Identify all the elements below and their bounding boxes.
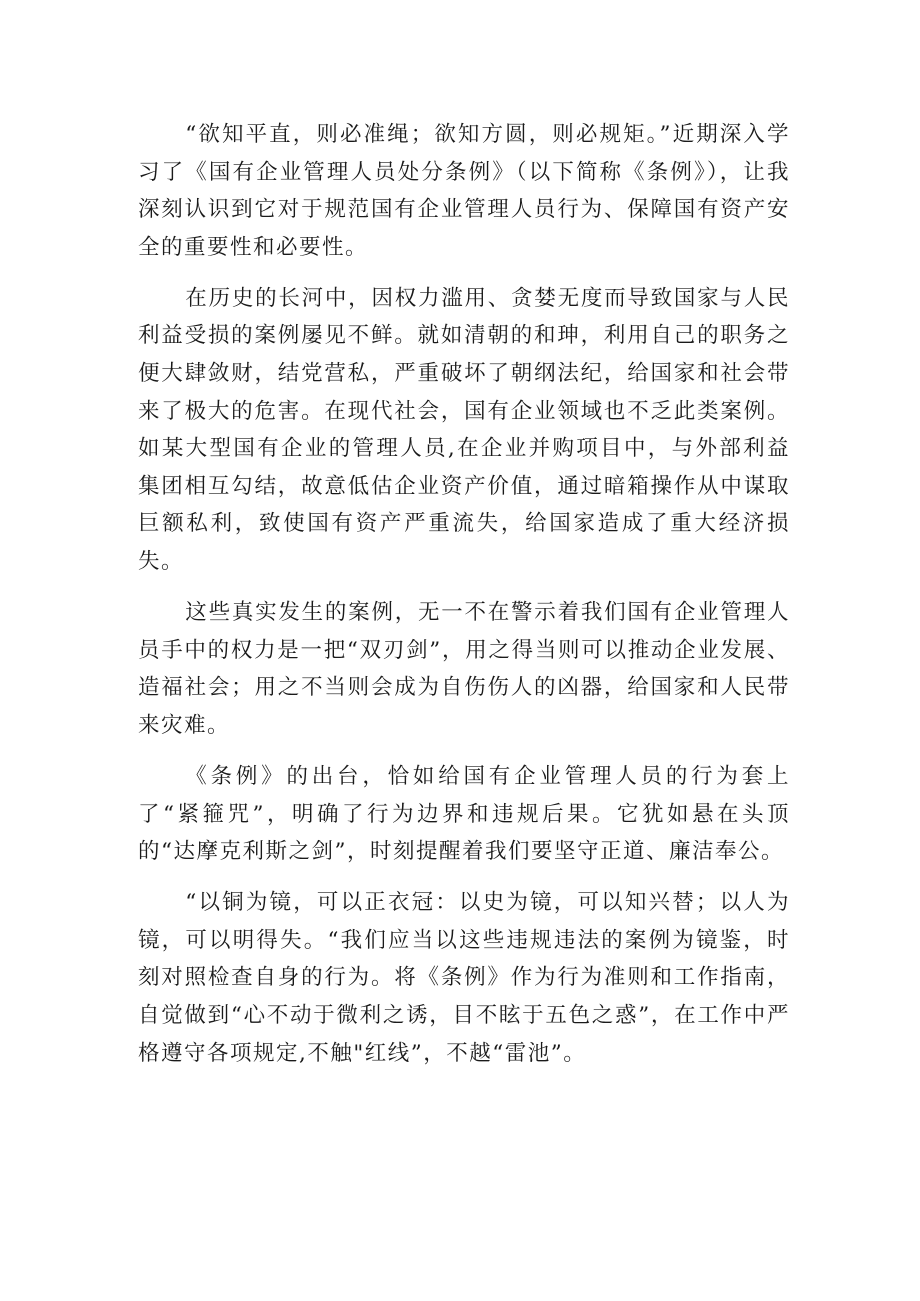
paragraph-history: 在历史的长河中，因权力滥用、贪婪无度而导致国家与人民利益受损的案例屡见不鲜。就如清朝的和珅，利用自己的职务之便大肆敛财，结党营私，严重破坏了朝纲法纪，给国家和社会带来了极大的危害。在现代社会，国有企业领域也不乏此类案例。如某大型国有企业的管理人员,在企业并购项目中，与外部利益集团相互勾结，故意低估企业资产价值，通过暗箱操作从中谋取巨额私利，致使国有资产严重流失，给国家造成了重大经济损失。 (138, 285, 790, 575)
paragraph-conclusion: “以铜为镜，可以正衣冠：以史为镜，可以知兴替；以人为镜，可以明得失。“我们应当以这些违规违法的案例为镜鉴，时刻对照检查自身的行为。将《条例》作为行为准则和工作指南，自觉做到“心不动于微利之诱，目不眩于五色之惑”，在工作中严格遵守各项规定,不触"红线”，不越“雷池”。 (138, 890, 790, 1066)
paragraph-regulation: 《条例》的出台，恰如给国有企业管理人员的行为套上了“紧箍咒”，明确了行为边界和违规后果。它犹如悬在头顶的“达摩克利斯之剑”，时刻提醒着我们要坚守正道、廉洁奉公。 (138, 764, 790, 865)
paragraph-intro: “欲知平直，则必准绳；欲知方圆，则必规矩。”近期深入学习了《国有企业管理人员处分条例》（以下简称《条例》），让我深刻认识到它对于规范国有企业管理人员行为、保障国有资产安全的重要性和必要性。 (138, 122, 790, 260)
document-body (138, 116, 790, 1072)
paragraph-warning: 这些真实发生的案例，无一不在警示着我们国有企业管理人员手中的权力是一把“双刃剑”，用之得当则可以推动企业发展、造福社会；用之不当则会成为自伤伤人的凶器，给国家和人民带来灾难。 (138, 600, 790, 738)
